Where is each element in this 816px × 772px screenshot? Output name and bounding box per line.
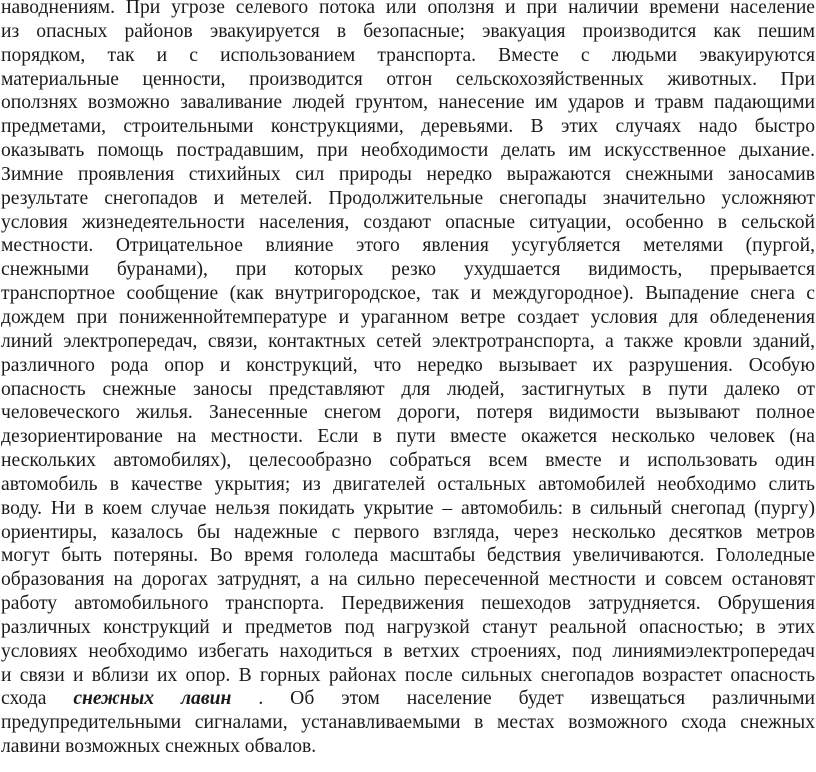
text-fragment: . Об этом население будет извещаться различными — [231, 688, 815, 710]
text-line: условиях необходимо избегать находиться в ветхих строениях, под линиямиэлектропередач — [1, 640, 815, 662]
text-line: различного рода опор и конструкций, что нередко вызывает их разрушения. Особую — [1, 354, 815, 376]
text-line: образования на дорогах затруднят, а на сильно пересеченной местности и совсем остановят — [1, 569, 815, 591]
text-line: могут быть потеряны. Во время гололеда масштабы бедствия увеличиваются. Гололедные — [1, 545, 815, 567]
text-line-last: лавини возможных снежных обвалов. — [1, 736, 317, 758]
text-line-with-emphasis — [1, 687, 815, 711]
text-line: результате снегопадов и метелей. Продолжительные снегопады значительно усложняют — [1, 187, 815, 209]
text-line: дождем при пониженнойтемпературе и ураганном ветре создает условия для обледенения — [1, 306, 815, 328]
text-line: материальные ценности, производится отгон сельскохозяйственных животных. При — [1, 68, 815, 90]
text-line: снежными буранами), при которых резко ухудшается видимость, прерывается — [1, 259, 815, 281]
text-line: нескольких автомобилях), целесообразно собраться всем вместе и использовать один — [1, 450, 815, 472]
text-line: различных конструкций и предметов под нагрузкой станут реальной опасностью; в этих — [1, 616, 815, 638]
text-line: из опасных районов эвакуируется в безопасные; эвакуация производится как пешим — [1, 20, 815, 42]
text-line: воду. Ни в коем случае нельзя покидать укрытие – автомобиль: в сильный снегопад (пургу) — [1, 497, 815, 519]
body-text — [1, 0, 815, 759]
text-line: условия жизнедеятельности населения, создают опасные ситуации, особенно в сельской — [1, 211, 815, 233]
text-line: местности. Отрицательное влияние этого явления усугубляется метелями (пургой, — [1, 235, 815, 257]
text-fragment: схода — [1, 688, 74, 710]
text-line: порядком, так и с использованием транспорта. Вместе с людьми эвакуируются — [1, 44, 815, 66]
text-line: оползнях возможно заваливание людей грунтом, нанесение им ударов и травм падающими — [1, 92, 815, 114]
text-line: опасность снежные заносы представляют для людей, застигнутых в пути далеко от — [1, 378, 815, 400]
text-line: оказывать помощь пострадавшим, при необходимости делать им искусственное дыхание. — [1, 140, 815, 162]
text-line: и связи и вблизи их опор. В горных районах после сильных снегопадов возрастет опасность — [1, 664, 815, 686]
text-line: человеческого жилья. Занесенные снегом дороги, потеря видимости вызывают полное — [1, 402, 815, 424]
text-line: предупредительными сигналами, устанавливаемыми в местах возможного схода снежных — [1, 712, 815, 734]
emphasized-term: снежных лавин — [73, 688, 232, 710]
text-line: ориентиры, казалось бы надежные с первого взгляда, через несколько десятков метров — [1, 521, 815, 543]
text-line: Зимние проявления стихийных сил природы нередко выражаются снежными заносамив — [1, 163, 815, 185]
text-line: транспортное сообщение (как внутригородское, так и междугородное). Выпадение снега с — [1, 283, 815, 305]
text-line: работу автомобильного транспорта. Передвижения пешеходов затрудняется. Обрушения — [1, 593, 815, 615]
text-line: предметами, строительными конструкциями, деревьями. В этих случаях надо быстро — [1, 116, 815, 138]
text-line: автомобиль в качестве укрытия; из двигателей остальных автомобилей необходимо слить — [1, 473, 815, 495]
text-line: дезориентирование на местности. Если в пути вместе окажется несколько человек (на — [1, 426, 815, 448]
text-line: наводнениям. При угрозе селевого потока или оползня и при наличии времени население — [1, 0, 815, 18]
text-line: линий электропередач, связи, контактных сетей электротранспорта, а также кровли зданий, — [1, 330, 815, 352]
